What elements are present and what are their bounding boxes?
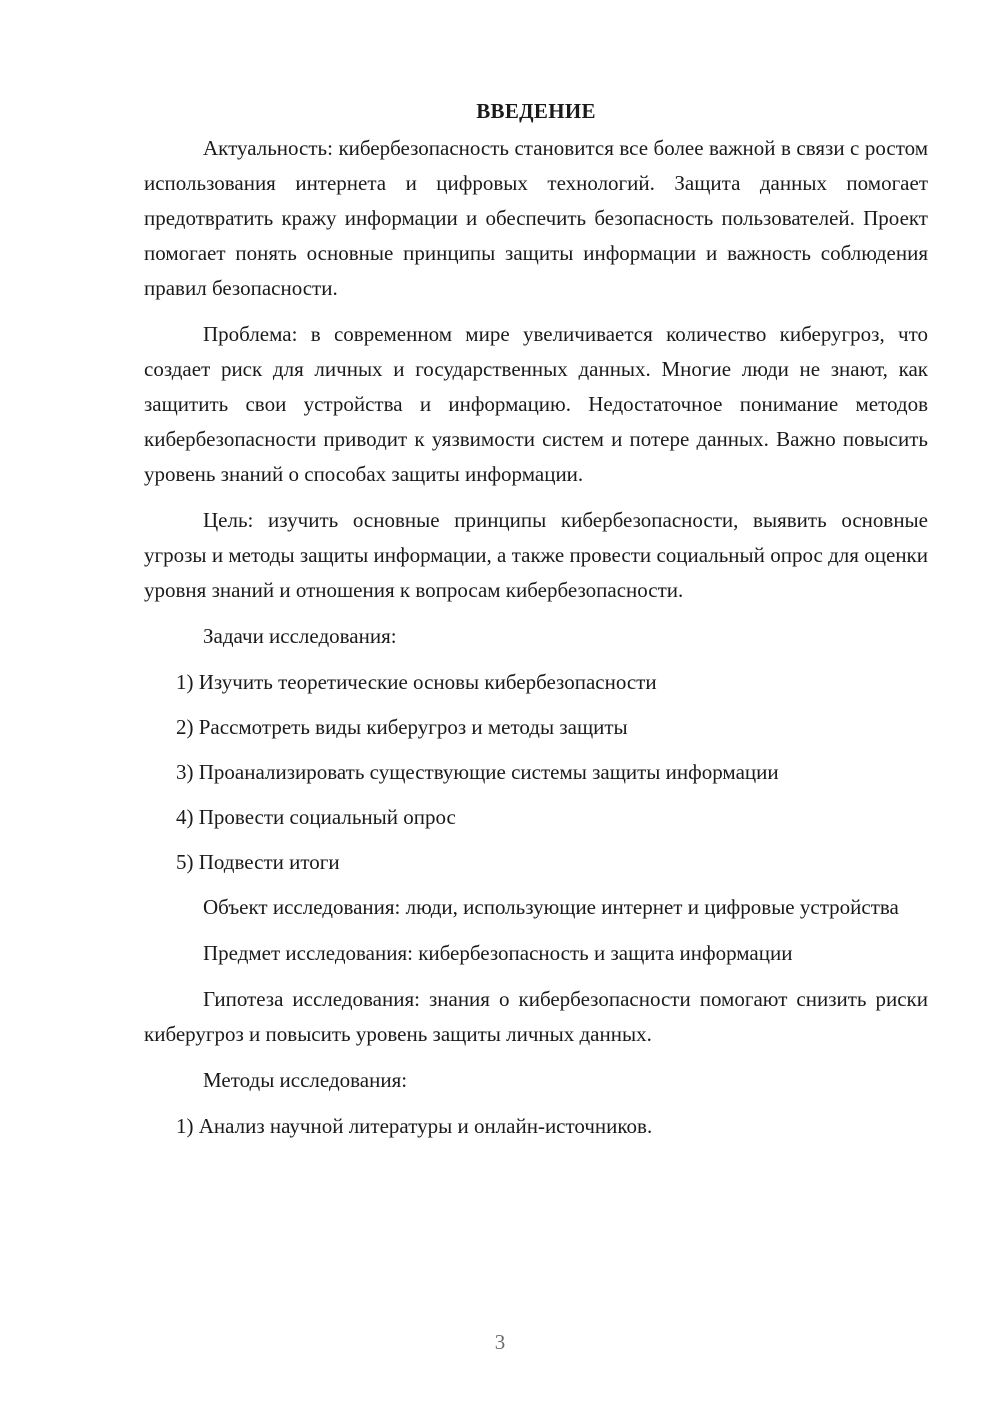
list-item: 5) Подвести итоги: [176, 850, 340, 874]
paragraph-problem: Проблема: в современном мире увеличивается количество киберугроз, что создает риск для личных и государственных данных. Многие люди не знают, как защитить свои устройства и информацию. Недостаточное понимание методов кибербезопасности приводит к уязвимости систем и потере данных. Важно повысить уровень знаний о способах защиты информации.: [144, 322, 928, 486]
page-number: 3: [494, 1330, 506, 1354]
list-item: 1) Изучить теоретические основы кибербезопасности: [176, 670, 657, 694]
methods-heading: Методы исследования:: [203, 1068, 408, 1092]
document-body: [144, 96, 928, 1144]
paragraph-hypothesis: Гипотеза исследования: знания о кибербезопасности помогают снизить риски киберугроз и повысить уровень защиты личных данных.: [144, 987, 928, 1046]
paragraph-goal: Цель: изучить основные принципы кибербезопасности, выявить основные угрозы и методы защиты информации, а также провести социальный опрос для оценки уровня знаний и отношения к вопросам кибербезопасности.: [144, 508, 928, 602]
tasks-heading: Задачи исследования:: [203, 624, 397, 648]
paragraph-subject: Предмет исследования: кибербезопасность и защита информации: [203, 941, 793, 965]
list-item: 3) Проанализировать существующие системы защиты информации: [176, 760, 779, 784]
page-title: ВВЕДЕНИЕ: [476, 99, 596, 123]
tasks-list: [144, 665, 928, 880]
list-item: 4) Провести социальный опрос: [176, 805, 456, 829]
list-item: 2) Рассмотреть виды киберугроз и методы защиты: [176, 715, 628, 739]
paragraph-relevance: Актуальность: кибербезопасность становится все более важной в связи с ростом использования интернета и цифровых технологий. Защита данных помогает предотвратить кражу информации и обеспечить безопасность пользователей. Проект помогает понять основные принципы защиты информации и важность соблюдения правил безопасности.: [144, 136, 928, 300]
paragraph-object: Объект исследования: люди, использующие интернет и цифровые устройства: [203, 895, 899, 919]
list-item: 1) Анализ научной литературы и онлайн-источников.: [176, 1114, 653, 1138]
methods-list: [144, 1109, 928, 1144]
